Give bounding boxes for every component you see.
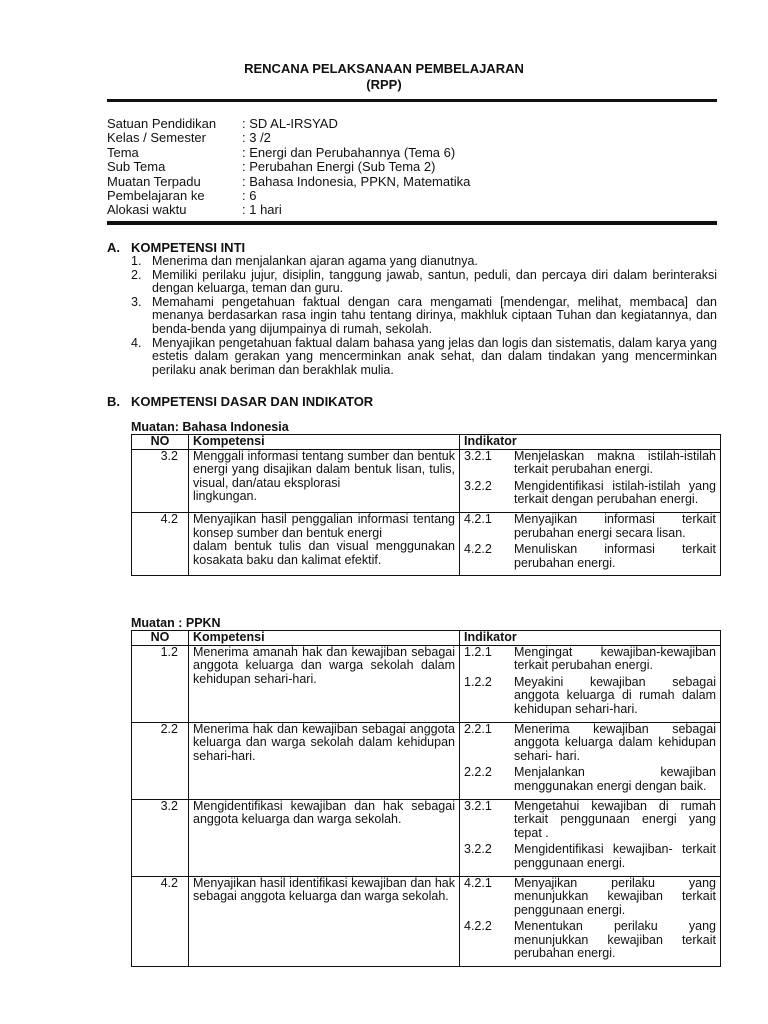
kompetensi-text: lingkungan. — [193, 489, 257, 504]
item-text: Menerima dan menjalankan ajaran agama yang dianutnya. — [152, 254, 478, 268]
identity-value: : Energi dan Perubahannya (Tema 6) — [242, 144, 456, 160]
indikator-code: 4.2.2 — [464, 919, 492, 934]
indikator-text: Menerima kewajiban sebagai anggota keluarga dalam kehidupan sehari- hari. — [514, 721, 716, 763]
kompetensi-text: Menerima hak dan kewajiban sebagai anggota keluarga dan warga sekolah dalam kehidupan sehari-hari. — [193, 721, 455, 763]
identity-table — [107, 117, 470, 218]
kompetensi-cell — [189, 449, 460, 512]
indikator-cell — [460, 799, 721, 876]
identity-row — [107, 146, 470, 160]
table-row — [132, 645, 721, 722]
section-b-title: KOMPETENSI DASAR DAN INDIKATOR — [131, 394, 374, 409]
identity-row — [107, 160, 470, 174]
identity-value: : SD AL-IRSYAD — [242, 116, 338, 131]
header-no: NO — [132, 435, 189, 450]
identity-label: Satuan Pendidikan — [107, 116, 217, 131]
indikator-item — [464, 543, 716, 570]
kompetensi-text: Menyajikan hasil penggalian informasi tentang konsep sumber dan bentuk energi — [193, 511, 455, 540]
indikator-code: 4.2.1 — [464, 875, 492, 890]
indikator-text: Menyajikan informasi terkait perubahan energi secara lisan. — [514, 511, 716, 540]
identity-divider — [107, 221, 717, 225]
indikator-code: 2.2.1 — [464, 721, 492, 736]
kompetensi-cell — [189, 799, 460, 876]
document-subtitle: (RPP) — [366, 77, 402, 92]
indikator-cell — [460, 876, 721, 967]
identity-label: Kelas / Semester — [107, 130, 206, 146]
indikator-text: Meyakini kewajiban sebagai anggota keluarga di rumah dalam kehidupan sehari-hari. — [514, 674, 716, 716]
indikator-text: Mengetahui kewajiban di rumah terkait penggunaan energi yang tepat . — [514, 798, 716, 840]
bahasa-table — [131, 434, 721, 576]
kompetensi-text: dalam bentuk tulis dan visual menggunakan kosakata baku dan kalimat efektif. — [193, 539, 455, 567]
identity-row — [107, 203, 470, 217]
indikator-item — [464, 877, 716, 918]
header-indikator: Indikator — [460, 631, 721, 646]
indikator-text: Menuliskan informasi terkait perubahan energi. — [514, 542, 716, 570]
indikator-cell — [460, 645, 721, 722]
identity-value: : Perubahan Energi (Sub Tema 2) — [242, 159, 436, 175]
top-divider — [107, 99, 717, 102]
indikator-item — [464, 800, 716, 841]
kompetensi-cell — [189, 645, 460, 722]
indikator-text: Menjalankan kewajiban menggunakan energi dengan baik. — [514, 765, 716, 793]
indikator-cell — [460, 449, 721, 512]
indikator-item — [464, 676, 716, 717]
identity-value: : 3 /2 — [242, 130, 271, 146]
indikator-code: 4.2.1 — [464, 511, 492, 526]
row-number: 3.2 — [132, 449, 189, 512]
indikator-item — [464, 843, 716, 870]
row-number: 2.2 — [132, 722, 189, 799]
item-text: Menyajikan pengetahuan faktual dalam bahasa yang jelas dan logis dan sistematis, dalam karya yang estetis dalam gerakan yang mencerminkan anak sehat, dan dalam tindakan yang mencerminkan perilaku anak beriman dan berakhlak mulia. — [152, 335, 717, 377]
indikator-text: Mengingat kewajiban-kewajiban terkait perubahan energi. — [514, 644, 716, 673]
indikator-code: 3.2.1 — [464, 448, 492, 463]
indikator-text: Menentukan perilaku yang menunjukkan kewajiban terkait perubahan energi. — [514, 919, 716, 961]
document-title: RENCANA PELAKSANAAN PEMBELAJARAN — [244, 61, 524, 76]
item-text: Memiliki perilaku jujur, disiplin, tanggung jawab, santun, peduli, dan percaya diri dalam berinteraksi dengan keluarga, teman dan guru. — [152, 267, 717, 296]
indikator-item — [464, 646, 716, 673]
identity-label: Tema — [107, 144, 139, 160]
item-number: 2. — [131, 267, 142, 282]
section-b-heading — [107, 394, 373, 409]
kompetensi-text: Mengidentifikasi kewajiban dan hak sebagai anggota keluarga dan warga sekolah. — [193, 798, 455, 827]
indikator-item — [464, 920, 716, 961]
table-row — [132, 876, 721, 967]
identity-label: Muatan Terpadu — [107, 173, 201, 189]
kompetensi-text: Menerima amanah hak dan kewajiban sebagai anggota keluarga dan warga sekolah dalam kehidupan sehari-hari. — [193, 644, 455, 686]
indikator-item — [464, 480, 716, 507]
identity-row — [107, 175, 470, 189]
indikator-code: 3.2.1 — [464, 798, 492, 813]
muatan-ppkn-heading: Muatan : PPKN — [131, 616, 221, 630]
indikator-text: Menjelaskan makna istilah-istilah terkait perubahan energi. — [514, 448, 716, 477]
table-row — [132, 722, 721, 799]
kompetensi-inti-item — [131, 255, 717, 269]
ppkn-table — [131, 630, 721, 967]
section-b-letter: B. — [107, 394, 120, 409]
kompetensi-cell — [189, 876, 460, 967]
kompetensi-inti-list — [131, 255, 717, 377]
indikator-text: Mengidentifikasi kewajiban- terkait penggunaan energi. — [514, 842, 716, 870]
identity-label: Alokasi waktu — [107, 202, 187, 218]
kompetensi-cell — [189, 512, 460, 575]
indikator-code: 2.2.2 — [464, 765, 492, 780]
item-text: Memahami pengetahuan faktual dengan cara mengamati [mendengar, melihat, membaca] dan menanya berdasarkan rasa ingin tahu tentang dirinya, makhluk ciptaan Tuhan dan kegiatannya, dan benda-benda yang dijumpainya di rumah, sekolah. — [152, 294, 717, 336]
indikator-cell — [460, 722, 721, 799]
item-number: 3. — [131, 294, 142, 309]
identity-value: : Bahasa Indonesia, PPKN, Matematika — [242, 173, 471, 189]
header-no: NO — [132, 631, 189, 646]
indikator-item — [464, 766, 716, 793]
row-number: 4.2 — [132, 876, 189, 967]
indikator-cell — [460, 512, 721, 575]
indikator-item — [464, 513, 716, 540]
header-indikator: Indikator — [460, 435, 721, 450]
table-row — [132, 512, 721, 575]
kompetensi-text: Menyajikan hasil identifikasi kewajiban dan hak sebagai anggota keluarga dan warga sekolah. — [193, 875, 455, 904]
indikator-item — [464, 723, 716, 764]
table-row — [132, 799, 721, 876]
identity-value: : 6 — [242, 188, 257, 204]
header-kompetensi: Kompetensi — [189, 631, 460, 646]
identity-row — [107, 131, 470, 145]
item-number: 1. — [131, 254, 142, 268]
identity-value: : 1 hari — [242, 202, 282, 218]
section-a-title: KOMPETENSI INTI — [131, 240, 246, 255]
identity-label: Sub Tema — [107, 159, 166, 175]
table-header-row — [132, 631, 721, 646]
indikator-text: Menyajikan perilaku yang menunjukkan kewajiban terkait penggunaan energi. — [514, 875, 716, 917]
row-number: 1.2 — [132, 645, 189, 722]
row-number: 3.2 — [132, 799, 189, 876]
identity-row — [107, 117, 470, 131]
row-number: 4.2 — [132, 512, 189, 575]
table-header-row — [132, 435, 721, 450]
indikator-code: 3.2.2 — [464, 478, 492, 493]
kompetensi-cell — [189, 722, 460, 799]
indikator-code: 1.2.2 — [464, 674, 492, 689]
item-number: 4. — [131, 335, 142, 350]
header-kompetensi: Kompetensi — [189, 435, 460, 450]
table-row — [132, 449, 721, 512]
identity-label: Pembelajaran ke — [107, 188, 205, 204]
kompetensi-inti-item — [131, 269, 717, 296]
indikator-code: 4.2.2 — [464, 542, 492, 557]
kompetensi-inti-item — [131, 296, 717, 337]
indikator-code: 3.2.2 — [464, 842, 492, 857]
identity-row — [107, 189, 470, 203]
muatan-bahasa-heading: Muatan: Bahasa Indonesia — [131, 420, 289, 434]
indikator-code: 1.2.1 — [464, 644, 492, 659]
section-a-heading — [107, 240, 245, 255]
kompetensi-inti-item — [131, 337, 717, 378]
kompetensi-text: Menggali informasi tentang sumber dan bentuk energi yang disajikan dalam bentuk lisan, tulis, visual, dan/atau eksplorasi — [193, 448, 455, 490]
section-a-letter: A. — [107, 240, 120, 255]
indikator-text: Mengidentifikasi istilah-istilah yang terkait dengan perubahan energi. — [514, 478, 716, 507]
indikator-item — [464, 450, 716, 477]
